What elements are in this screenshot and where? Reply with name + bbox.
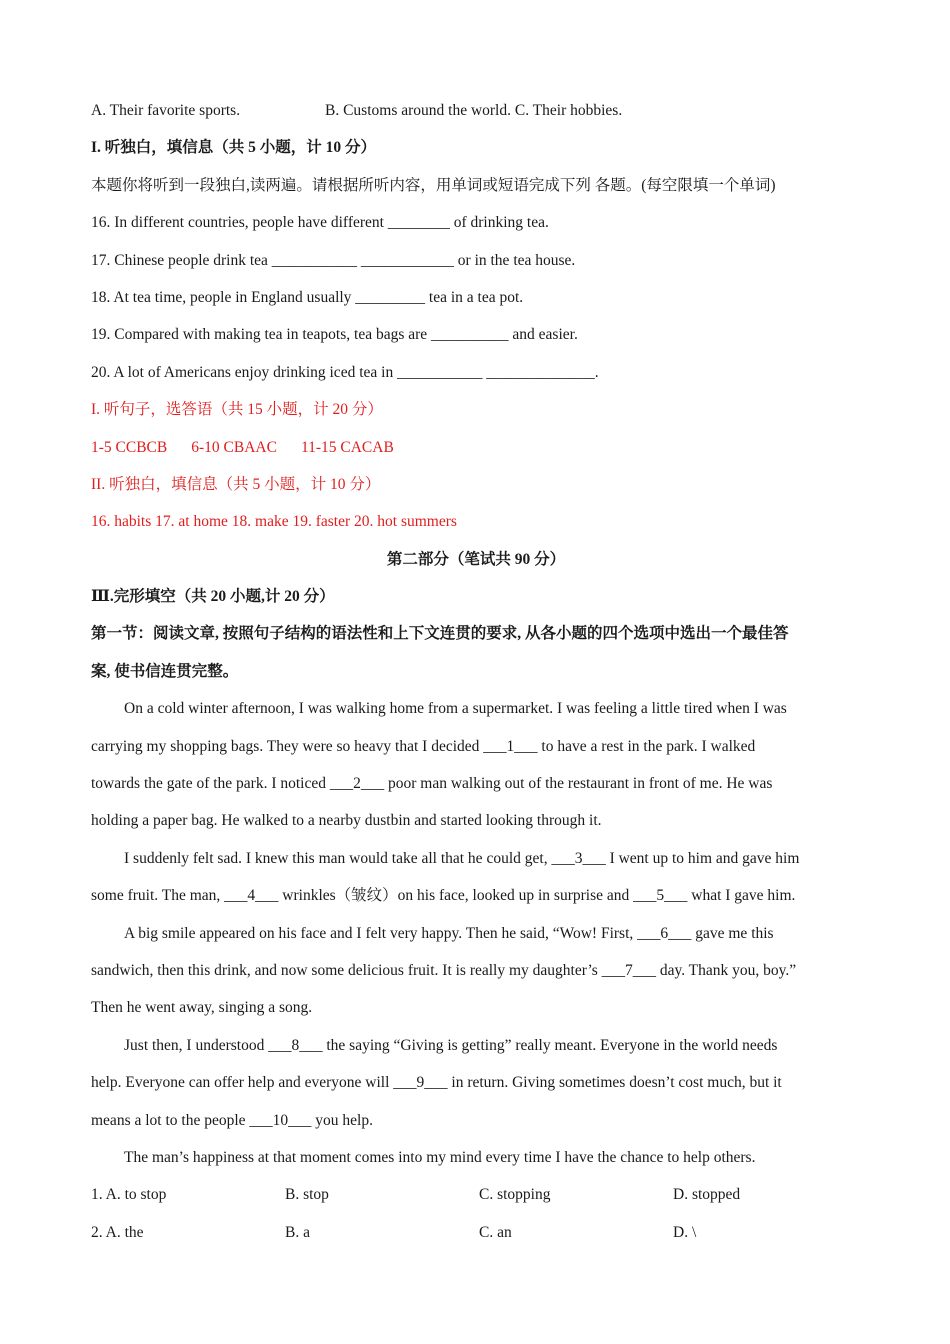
cloze-option: 2. A. the xyxy=(91,1223,144,1241)
question-18: 18. At tea time, people in England usually _________ tea in a tea pot. xyxy=(91,288,524,306)
passage-line: carrying my shopping bags. They were so heavy that I decided ___1___ to have a rest in the park. I walked xyxy=(91,737,756,755)
passage-line: towards the gate of the park. I noticed ___2___ poor man walking out of the restaurant in front of me. He was xyxy=(91,775,773,793)
cloze-option: 1. A. to stop xyxy=(91,1186,167,1204)
passage-line: I suddenly felt sad. I knew this man would take all that he could get, ___3___ I went up to him and gave him xyxy=(124,849,800,867)
cloze-options-row-1 xyxy=(91,1176,861,1213)
cloze-option: C. stopping xyxy=(479,1186,551,1204)
question-19: 19. Compared with making tea in teapots, tea bags are __________ and easier. xyxy=(91,326,578,344)
part-two-title: 第二部分（笔试共 90 分） xyxy=(386,550,566,568)
answers-part2-keys: 16. habits 17. at home 18. make 19. faster 20. hot summers xyxy=(91,513,457,531)
cloze-option: B. a xyxy=(285,1223,310,1241)
cloze-instruction-line-1: 第一节：阅读文章, 按照句子结构的语法性和上下文连贯的要求, 从各小题的四个选项中选出一个最佳答 xyxy=(91,625,789,643)
passage-line: Just then, I understood ___8___ the saying “Giving is getting” really meant. Everyone in the world needs xyxy=(124,1036,778,1054)
passage-line: Then he went away, singing a song. xyxy=(91,999,313,1017)
passage-line: sandwich, then this drink, and now some delicious fruit. It is really my daughter’s ___7___ day. Thank you, boy.” xyxy=(91,961,797,979)
document-page xyxy=(91,92,861,1251)
cloze-option: C. an xyxy=(479,1223,512,1241)
answers-part1-title: I. 听句子，选答语（共 15 小题，计 20 分） xyxy=(91,401,383,419)
top-options-line xyxy=(91,92,861,129)
passage-line: some fruit. The man, ___4___ wrinkles（皱纹）on his face, looked up in surprise and ___5___ what I gave him. xyxy=(91,887,796,905)
passage-line: The man’s happiness at that moment comes into my mind every time I have the chance to help others. xyxy=(124,1148,756,1166)
passage-line: A big smile appeared on his face and I felt very happy. Then he said, “Wow! First, ___6___ gave me this xyxy=(124,924,774,942)
answers-1-5: 1-5 CCBCB xyxy=(91,438,168,456)
cloze-instruction-line-2: 案, 使书信连贯完整。 xyxy=(91,662,239,680)
answers-11-15: 11-15 CACAB xyxy=(300,438,394,456)
cloze-option: D. \ xyxy=(673,1223,697,1241)
answers-6-10: 6-10 CBAAC xyxy=(191,438,277,456)
section-i-instruction: 本题你将听到一段独白,读两遍。请根据所听内容，用单词或短语完成下列 各题。(每空限填一个单词) xyxy=(91,176,776,194)
question-17: 17. Chinese people drink tea ___________ ____________ or in the tea house. xyxy=(91,251,576,269)
option-bc: B. Customs around the world. C. Their hobbies. xyxy=(325,102,623,119)
question-16: 16. In different countries, people have different ________ of drinking tea. xyxy=(91,214,549,232)
passage-line: On a cold winter afternoon, I was walking home from a supermarket. I was feeling a little tired when I was xyxy=(124,700,787,718)
section-i-title: I. 听独白，填信息（共 5 小题，计 10 分） xyxy=(91,139,377,157)
cloze-title: Ⅲ.完形填空（共 20 小题,计 20 分） xyxy=(91,588,335,606)
cloze-option: B. stop xyxy=(285,1186,329,1204)
passage-line: means a lot to the people ___10___ you help. xyxy=(91,1111,373,1129)
question-20: 20. A lot of Americans enjoy drinking iced tea in ___________ ______________. xyxy=(91,363,599,381)
cloze-options-row-2 xyxy=(91,1214,861,1251)
cloze-option: D. stopped xyxy=(673,1186,741,1204)
passage-line: holding a paper bag. He walked to a nearby dustbin and started looking through it. xyxy=(91,812,602,830)
option-a: A. Their favorite sports. xyxy=(91,102,241,119)
passage-line: help. Everyone can offer help and everyone will ___9___ in return. Giving sometimes doesn’t cost much, but it xyxy=(91,1074,782,1092)
answers-part1-keys xyxy=(91,429,861,466)
answers-part2-title: II. 听独白，填信息（共 5 小题，计 10 分） xyxy=(91,475,381,493)
